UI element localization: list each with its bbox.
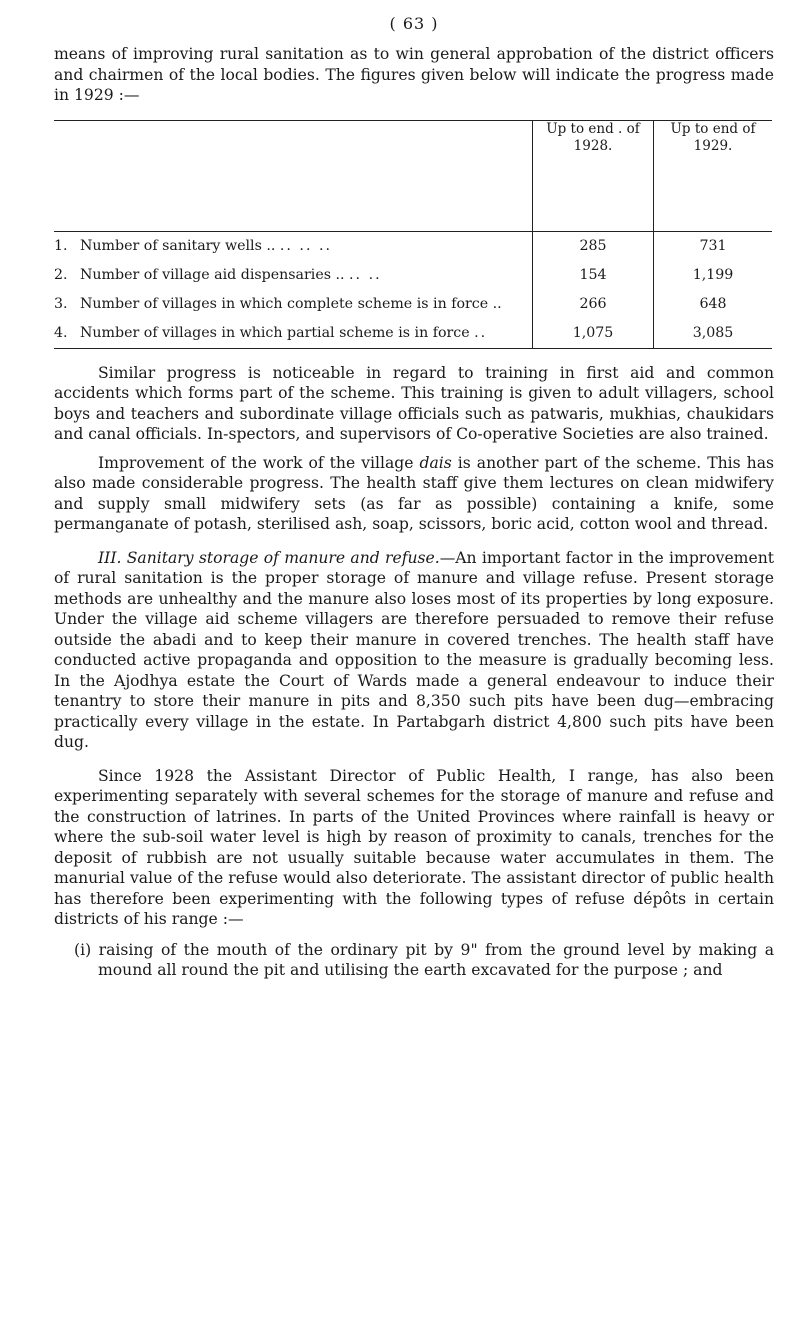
row-label: Number of village aid dispensaries .. xyxy=(80,267,345,283)
list-item: (i) raising of the mouth of the ordinary pit by 9" from the ground level by making a mound all round the pit and utilising the earth excavated for the purpose ; and xyxy=(74,940,774,979)
row-number: 4. xyxy=(54,325,68,341)
row-label: Number of sanitary wells .. xyxy=(80,238,276,254)
row-number: 1. xyxy=(54,238,68,254)
paragraph-training: Similar progress is noticeable in regard to training in first aid and common accidents which forms part of the scheme. This training is given to adult villagers, school boys and teachers and subordinate village officials such as patwaris, mukhias, chaukidars and canal officials. In-spectors, and supervisors of Co-operative Societies are also trained. xyxy=(54,363,774,443)
row-label: Number of villages in which partial scheme is in force xyxy=(80,325,470,341)
row-number: 2. xyxy=(54,267,68,283)
value-1928: 1,075 xyxy=(533,319,654,349)
table-row xyxy=(54,261,772,290)
value-1929: 648 xyxy=(654,290,773,319)
table-header-row xyxy=(54,120,772,231)
value-1928: 154 xyxy=(533,261,654,290)
value-1928: 285 xyxy=(533,231,654,261)
column-header-1928: Up to end . of 1928. xyxy=(533,120,654,231)
paragraph-manure-storage: III. Sanitary storage of manure and refuse.—An important factor in the improvement of rural sanitation is the proper storage of manure and village refuse. Present storage methods are unhealthy and the manure also loses most of its properties by long exposure. Under the village aid scheme villagers are therefore persuaded to remove their refuse outside the abadi and to keep their manure in covered trenches. The health staff have conducted active propaganda and opposition to the measure is gradually becoming less. In the Ajodhya estate the Court of Wards made a general endeavour to induce their tenantry to store their manure in pits and 8,350 such pits have been dug—embracing practically every village in the estate. In Partabgarh district 4,800 such pits have been dug. xyxy=(54,548,775,751)
table-row xyxy=(54,319,772,349)
table-row xyxy=(54,231,772,261)
table-row xyxy=(54,290,772,319)
page-number: ( 63 ) xyxy=(389,14,439,33)
section-heading: III. Sanitary storage of manure and refuse. xyxy=(98,548,440,567)
row-leader-dots: .. .. .. xyxy=(279,238,332,254)
table-header-blank xyxy=(54,120,533,231)
value-1929: 1,199 xyxy=(654,261,773,290)
row-number: 3. xyxy=(54,296,68,312)
paragraph-dais: Improvement of the work of the village dais is another part of the scheme. This has also made considerable progress. The health staff give them lectures on clean midwifery and supply small midwifery sets (as far as possible) containing a knife, some permanganate of potash, sterilised ash, soap, scissors, boric acid, cotton wool and thread. xyxy=(54,453,774,533)
value-1928: 266 xyxy=(533,290,654,319)
value-1929: 3,085 xyxy=(654,319,773,349)
italic-term: dais xyxy=(419,453,452,472)
value-1929: 731 xyxy=(654,231,773,261)
paragraph-experiments: Since 1928 the Assistant Director of Public Health, I range, has also been experimenting separately with several schemes for the storage of manure and refuse and the construction of latrines. In parts of the United Provinces where rainfall is heavy or where the sub-soil water level is high by reason of proximity to canals, trenches for the deposit of rubbish are not usually suitable because water accumulates in them. The manurial value of the refuse would also deteriorate. The assistant director of public health has therefore been experimenting with the following types of refuse dépôts in certain districts of his range :— xyxy=(54,766,774,928)
row-leader-dots: .. .. xyxy=(349,267,382,283)
row-leader-dots: .. xyxy=(474,325,488,341)
row-label: Number of villages in which complete scheme is in force .. xyxy=(80,296,502,312)
column-header-1929: Up to end of 1929. xyxy=(654,120,773,231)
intro-paragraph: means of improving rural sanitation as to win general approbation of the district officers and chairmen of the local bodies. The figures given below will indicate the progress made in 1929 :— xyxy=(54,45,774,104)
progress-table xyxy=(54,120,772,349)
